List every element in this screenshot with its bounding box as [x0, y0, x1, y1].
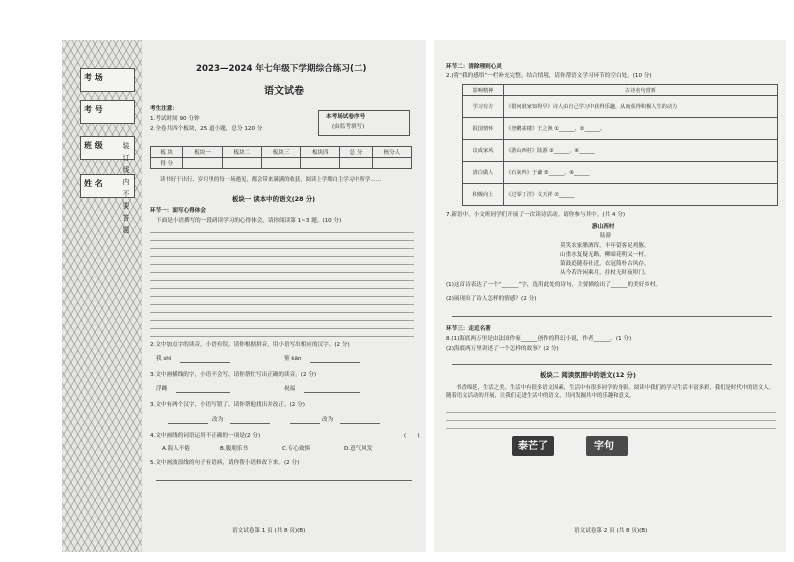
- score-row-label: 得 分: [151, 158, 183, 169]
- exam-subject: 语文试卷: [264, 86, 304, 97]
- score-cell[interactable]: [301, 158, 340, 169]
- score-cell[interactable]: [261, 158, 300, 169]
- table-row-theme: 积极向上: [463, 184, 504, 206]
- answer-line[interactable]: [340, 423, 380, 424]
- intro-paragraph: 读书好于出行，岁月里的每一场遇见，都会带来满满的收获。阅读上学期自主学习中所学……: [160, 177, 382, 183]
- pinyin-b: 鉴 kān: [284, 356, 302, 362]
- score-header: 核分人: [372, 147, 411, 158]
- reading-passage: [150, 228, 414, 340]
- answer-line[interactable]: [310, 362, 360, 363]
- section-two-title: 板块二 阅读氛围中的语文(12 分): [540, 371, 636, 379]
- exam-room-label: 考 场: [84, 73, 103, 82]
- word-b: 祝福: [284, 386, 296, 392]
- part-two-title: 环节二：清除理则心灵: [446, 64, 502, 70]
- question-4: 3.文中有两个汉字，小语写错了。请你帮他找出并改正。(2 分): [150, 402, 305, 408]
- poem-line: 箫鼓追随春社近，衣冠简朴古风存。: [560, 261, 650, 267]
- question-8a: 8.(1)海底两万里是由法国作家______创作的科幻小说，作者______。(1 分): [446, 336, 632, 342]
- exam-title: 2023—2024 年七年级下学期综合练习(二): [196, 64, 367, 74]
- poem-line: 山重水复疑无路，柳暗花明又一村。: [560, 252, 650, 258]
- question-7a: (1)这首诗表达了一个“______”字，选用此处的诗句，主要描绘出了______的美好乡村。: [446, 282, 662, 288]
- part-one-instruction: 下面是小语撰写的一段研读学习的心得体会，请你阅读第 1~3 题。(10 分): [156, 218, 342, 224]
- part-two-instruction: 2.(将“我的感悟”一栏补充完整。结合情境，请你帮语文学习环节的空白处。(10 分): [446, 73, 652, 79]
- pinyin-a: 我 shì: [156, 356, 172, 362]
- table-row-content: 《借问谁家知得早》诗人由自己学习中获得乐趣，从而获得积极人生的动力: [504, 96, 778, 118]
- table-row-content[interactable]: 《过零丁洋》文天祥 ⑦______: [504, 184, 778, 206]
- correction-label: 改为: [322, 417, 334, 423]
- seat-box-hint: (由监考填写): [332, 124, 365, 130]
- binding-line-text: 装订线内不要答题: [122, 142, 130, 234]
- notice-title: 考生注意：: [150, 106, 178, 112]
- option-a[interactable]: A.海人不倦: [162, 446, 190, 452]
- part-three-title: 环节三：走近名著: [446, 326, 491, 332]
- answer-bracket[interactable]: ( ): [404, 433, 420, 439]
- table-row-theme: 清白做人: [463, 162, 504, 184]
- poem-line: 莫笑农家腊酒浑，丰年留客足鸡豚。: [560, 243, 650, 249]
- correction-label: 改为: [212, 417, 224, 423]
- notice-item: 1.考试时间 90 分钟: [150, 116, 200, 122]
- table-row-theme: 议成家风: [463, 140, 504, 162]
- score-header: 板块三: [261, 147, 300, 158]
- section-one-title: 板块一 读本中的语文(28 分): [232, 195, 316, 203]
- question-7b: (2)展现出了诗人怎样的情感？(2 分): [446, 296, 537, 302]
- score-header: 板块一: [183, 147, 222, 158]
- poem-line: 从今若许闲乘月，拄杖无时夜叩门。: [560, 270, 650, 276]
- table-row-content[interactable]: 《登鹳雀楼》王之涣 ①______，②______。: [504, 118, 778, 140]
- logo-two-text: 字句: [594, 441, 614, 452]
- question-5: 4.文中画线的词语运用不正确的一项是(2 分): [150, 433, 261, 439]
- answer-line[interactable]: [180, 362, 230, 363]
- score-cell[interactable]: [372, 158, 411, 169]
- table-row-content[interactable]: 《游山西村》陆游 ③______，④______: [504, 140, 778, 162]
- option-c[interactable]: C.专心致惧: [282, 446, 311, 452]
- poem-title: 游山西村: [592, 224, 615, 230]
- answer-line[interactable]: [452, 364, 772, 365]
- poem-author: 陆游: [600, 233, 612, 239]
- score-header: 板块二: [222, 147, 261, 158]
- answer-line[interactable]: [230, 423, 270, 424]
- score-header: 总 分: [340, 147, 372, 158]
- page-footer: 语文试卷第 2 页 (共 8 页)(B): [574, 528, 648, 534]
- table-header: 影响精神: [463, 85, 504, 96]
- table-row-content[interactable]: 《石灰吟》于谦 ⑤______，⑥______: [504, 162, 778, 184]
- notice-item: 2.全卷共四个板块，25 道小题，总分 120 分: [150, 126, 263, 132]
- reading-more-lines: [446, 408, 776, 432]
- answer-line[interactable]: [452, 316, 772, 317]
- question-6: 5.文中画波浪线的句子有语病，请你帮小语修改下来。(2 分): [150, 460, 300, 466]
- exam-number-label: 考 号: [84, 105, 103, 114]
- score-cell[interactable]: [340, 158, 372, 169]
- page-footer: 语文试卷第 1 页 (共 8 页)(B): [232, 528, 306, 534]
- name-label: 姓 名: [84, 179, 103, 188]
- answer-line[interactable]: [176, 392, 230, 393]
- answer-line[interactable]: [304, 392, 360, 393]
- table-header: 古诗名句赏析: [504, 85, 778, 96]
- logo-one-text: 泰芒了: [518, 441, 548, 452]
- score-cell[interactable]: [222, 158, 261, 169]
- question-3: 3.文中画横线的字，小语不会写，请你帮忙写出正确的读音。(2 分): [150, 372, 317, 378]
- table-row-theme: 报国情怀: [463, 118, 504, 140]
- option-b[interactable]: B.腹朋乐书: [220, 446, 248, 452]
- option-d[interactable]: D.意气风发: [344, 446, 373, 452]
- reading-text: 书香绵延，生活之美。生活中有很多语文因素，生活中有很多同学的身影。阅读中我们的学习生活丰富多彩，我们是时代中的语文人。随着语文活动的开展，让我们走进生活中的语文，共同发掘其中的乐趣和意义。: [446, 385, 775, 399]
- question-2: 2.文中加点字的读音，小语有误。请你根据拼音，用小语写出相应的汉字。(2 分): [150, 342, 350, 348]
- answer-line[interactable]: [290, 423, 320, 424]
- seat-box-label: 本考场试卷序号: [326, 114, 366, 120]
- score-cell[interactable]: [183, 158, 222, 169]
- poetry-table: [462, 84, 778, 206]
- score-header: 板块四: [301, 147, 340, 158]
- table-row-theme: 学习有方: [463, 96, 504, 118]
- score-header: 板 块: [151, 147, 183, 158]
- part-one-title: 环节一：面写心得体会: [150, 208, 206, 214]
- answer-line[interactable]: [168, 423, 208, 424]
- score-table: [150, 146, 412, 169]
- word-a: 浮躁: [156, 386, 168, 392]
- question-7: 7.新语中，小文班同学们开展了一次读诗活动。请你参与其中。(共 4 分): [446, 212, 626, 218]
- class-label: 班 级: [84, 141, 103, 150]
- question-8b: (2)海底两万里讲述了一个怎样的故事？(2 分): [446, 346, 559, 352]
- answer-line[interactable]: [156, 480, 412, 481]
